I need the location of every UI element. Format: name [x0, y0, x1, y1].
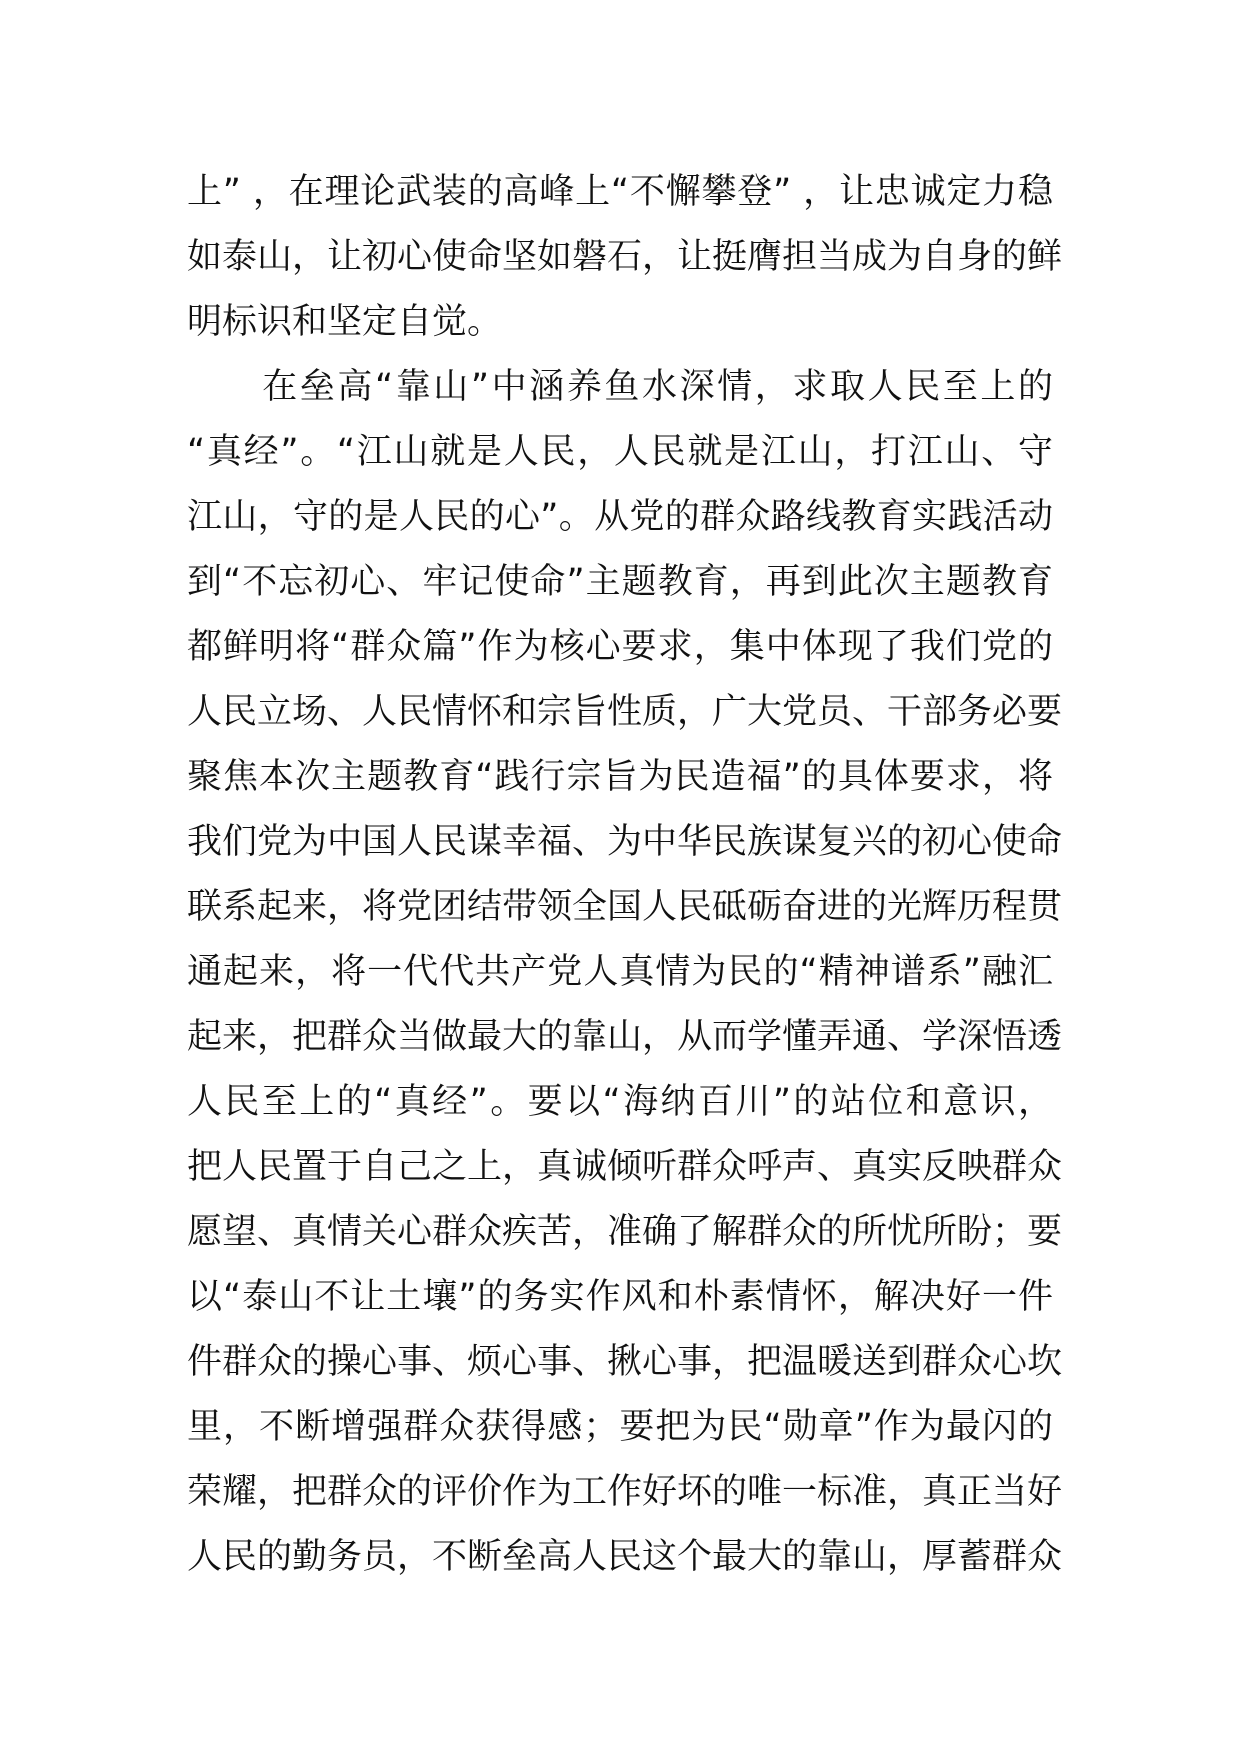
text-line: 如泰山，让初心使命坚如磐石，让挺膺担当成为自身的鲜	[187, 237, 1063, 277]
text-line: 件群众的操心事、烦心事、揪心事，把温暖送到群众心坎	[187, 1342, 1063, 1382]
text-line: 江山，守的是人民的心”。从党的群众路线教育实践活动	[187, 497, 1053, 537]
text-line: 我们党为中国人民谋幸福、为中华民族谋复兴的初心使命	[187, 822, 1063, 862]
text-line: 起来，把群众当做最大的靠山，从而学懂弄通、学深悟透	[187, 1017, 1063, 1057]
text-line: 明标识和坚定自觉。	[187, 302, 503, 342]
text-line: 人民的勤务员，不断垒高人民这个最大的靠山，厚蓄群众	[187, 1537, 1063, 1577]
text-line: 把人民置于自己之上，真诚倾听群众呼声、真实反映群众	[187, 1147, 1063, 1187]
text-line: 以“泰山不让土壤”的务实作风和朴素情怀，解决好一件	[187, 1277, 1053, 1317]
text-line: 人民立场、人民情怀和宗旨性质，广大党员、干部务必要	[187, 692, 1063, 732]
text-line: 荣耀，把群众的评价作为工作好坏的唯一标准，真正当好	[187, 1472, 1063, 1512]
text-line: 都鲜明将“群众篇”作为核心要求，集中体现了我们党的	[187, 627, 1053, 667]
text-line: 人民至上的“真经”。要以“海纳百川”的站位和意识，	[187, 1082, 1053, 1122]
text-line: 里，不断增强群众获得感；要把为民“勋章”作为最闪的	[187, 1407, 1053, 1447]
body-text	[187, 160, 1063, 1590]
text-line: 在垒高“靠山”中涵养鱼水深情，求取人民至上的	[187, 367, 1053, 407]
text-line: 愿望、真情关心群众疾苦，准确了解群众的所忧所盼；要	[187, 1212, 1063, 1252]
text-line: 到“不忘初心、牢记使命”主题教育，再到此次主题教育	[187, 562, 1053, 602]
text-line: 联系起来，将党团结带领全国人民砥砺奋进的光辉历程贯	[187, 887, 1063, 927]
text-line: 上” ，在理论武装的高峰上“不懈攀登” ，让忠诚定力稳	[187, 172, 1053, 212]
text-line: 通起来，将一代代共产党人真情为民的“精神谱系”融汇	[187, 952, 1053, 992]
text-line: 聚焦本次主题教育“践行宗旨为民造福”的具体要求，将	[187, 757, 1053, 797]
text-line: “真经”。“江山就是人民，人民就是江山，打江山、守	[187, 432, 1053, 472]
